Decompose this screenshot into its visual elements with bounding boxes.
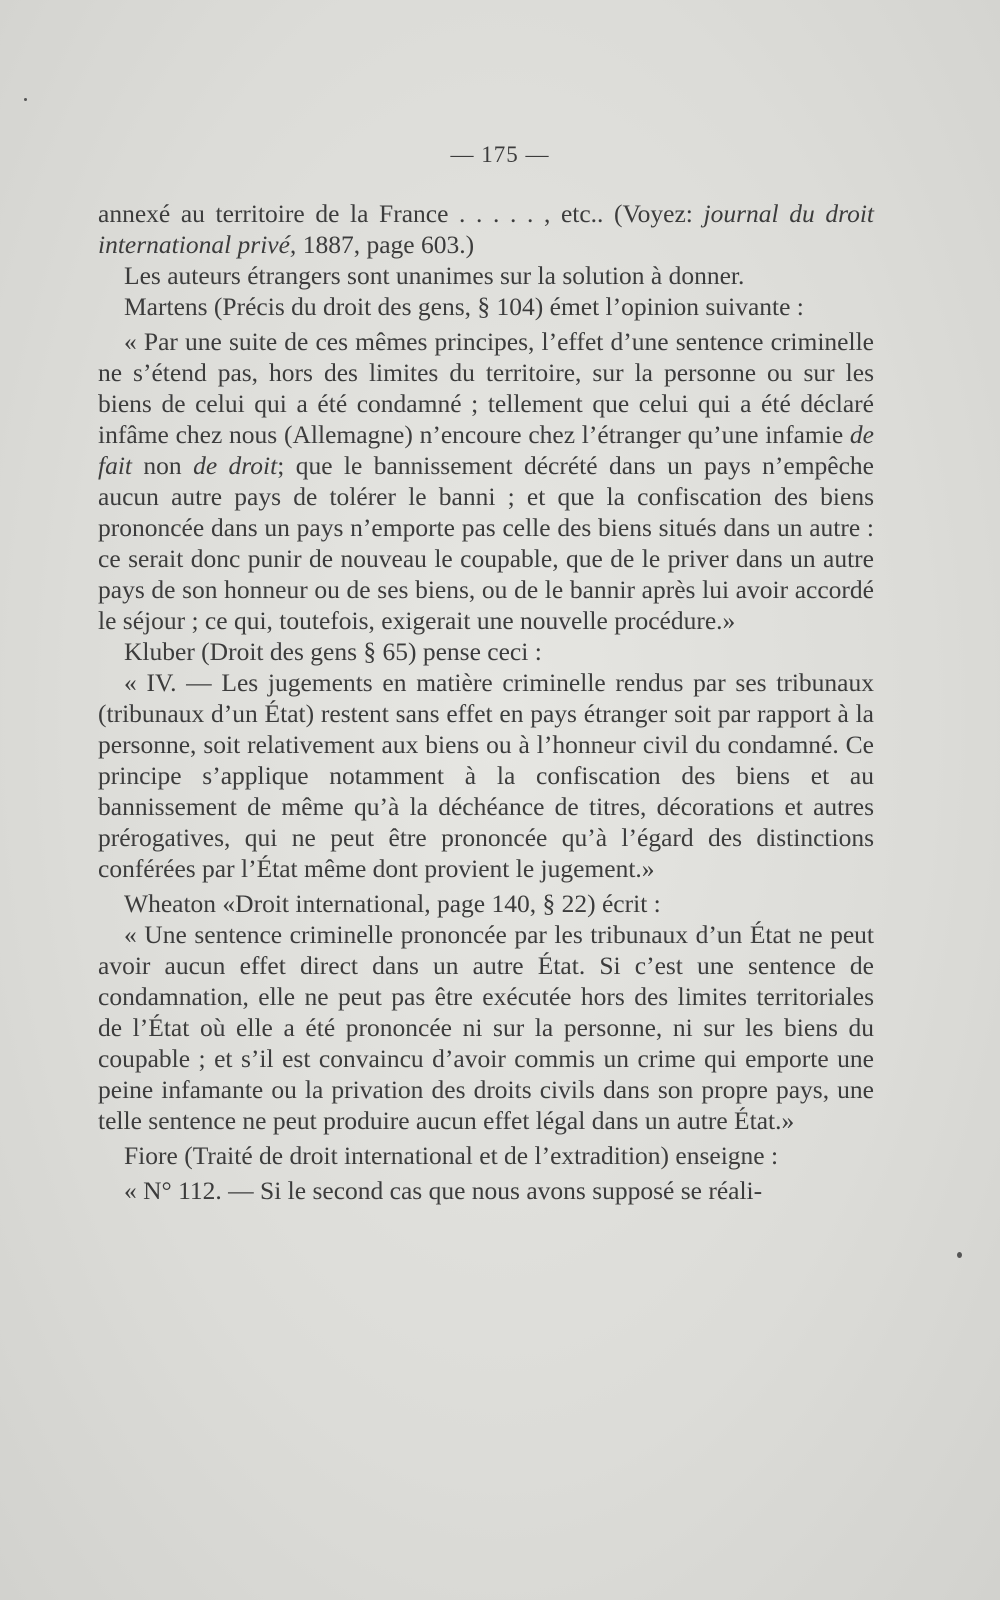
quote-martens-part-2: non — [132, 451, 194, 480]
quote-martens-part-3: ; que le bannissement décrété dans un pays n’empêche aucun autre pays de tolérer le banni ; et que la confiscation des biens prononcée dans un pays n’emporte pas celle des biens situés dans un autre : ce serait donc punir de nouveau le coupable, que de le priver dans un autre pays de son honneur ou de ses biens, ou de le bannir après lui avoir accordé le séjour ; ce qui, toutefois, exigerait une nouvelle procédure.» — [98, 451, 874, 635]
page-number: — 175 — — [450, 142, 550, 167]
speck-mark — [957, 1252, 962, 1258]
paragraph-10: « N° 112. — Si le second cas que nous avons supposé se réali- — [124, 1176, 763, 1205]
paragraph-2: Les auteurs étrangers sont unanimes sur la solution à donner. — [124, 261, 745, 290]
paragraph-5: Kluber (Droit des gens § 65) pense ceci : — [124, 637, 542, 666]
de-fait: de fait — [98, 420, 874, 480]
paragraph-1 — [98, 198, 874, 260]
speck-mark — [24, 98, 27, 101]
body-text — [98, 198, 874, 1206]
journal-title: journal du droit international privé, — [98, 199, 874, 259]
paragraph-6-quote-kluber: « IV. — Les jugements en matière criminelle rendus par ses tribunaux (tribunaux d’un État) restent sans effet en pays étranger soit par rapport à la personne, soit relativement aux biens ou à l’honneur civil du condamné. Ce principe s’applique notamment à la confiscation des biens et au bannissement de même qu’à la déchéance de titres, décorations et autres prérogatives, qui ne peut être prononcée qu’à l’égard des distinctions conférées par l’État même dont provient le jugement.» — [98, 668, 874, 883]
paragraph-3: Martens (Précis du droit des gens, § 104) émet l’opinion suivante : — [124, 292, 804, 321]
paragraph-7: Wheaton «Droit international, page 140, § 22) écrit : — [124, 889, 661, 918]
paragraph-9: Fiore (Traité de droit international et de l’extradition) enseigne : — [124, 1141, 779, 1170]
de-droit: de droit — [193, 451, 278, 480]
paragraph-1-end: 1887, page 603.) — [296, 230, 475, 259]
quote-martens-part-1: « Par une suite de ces mêmes principes, l’effet d’une sentence criminelle ne s’étend pas, hors des limites du territoire, sur la personne ou sur les biens de celui qui a été condamné ; tellement que celui qui a été déclaré infâme chez nous (Allemagne) n’encoure chez l’étranger qu’une infamie — [98, 327, 874, 449]
paragraph-4-quote-martens — [98, 326, 874, 636]
paragraph-1-text: annexé au territoire de la France . . . . . , etc.. (Voyez: — [98, 199, 704, 228]
paragraph-8-quote-wheaton: « Une sentence criminelle prononcée par les tribunaux d’un État ne peut avoir aucun effet direct dans un autre État. Si c’est une sentence de condamnation, elle ne peut pas être exécutée hors des limites territoriales de l’État où elle a été prononcée ni sur la personne, ni sur les biens du coupable ; et s’il est convaincu d’avoir commis un crime qui emporte une peine infamante ou la privation des droits civils dans son propre pays, une telle sentence ne peut produire aucun effet légal dans un autre État.» — [98, 920, 874, 1135]
